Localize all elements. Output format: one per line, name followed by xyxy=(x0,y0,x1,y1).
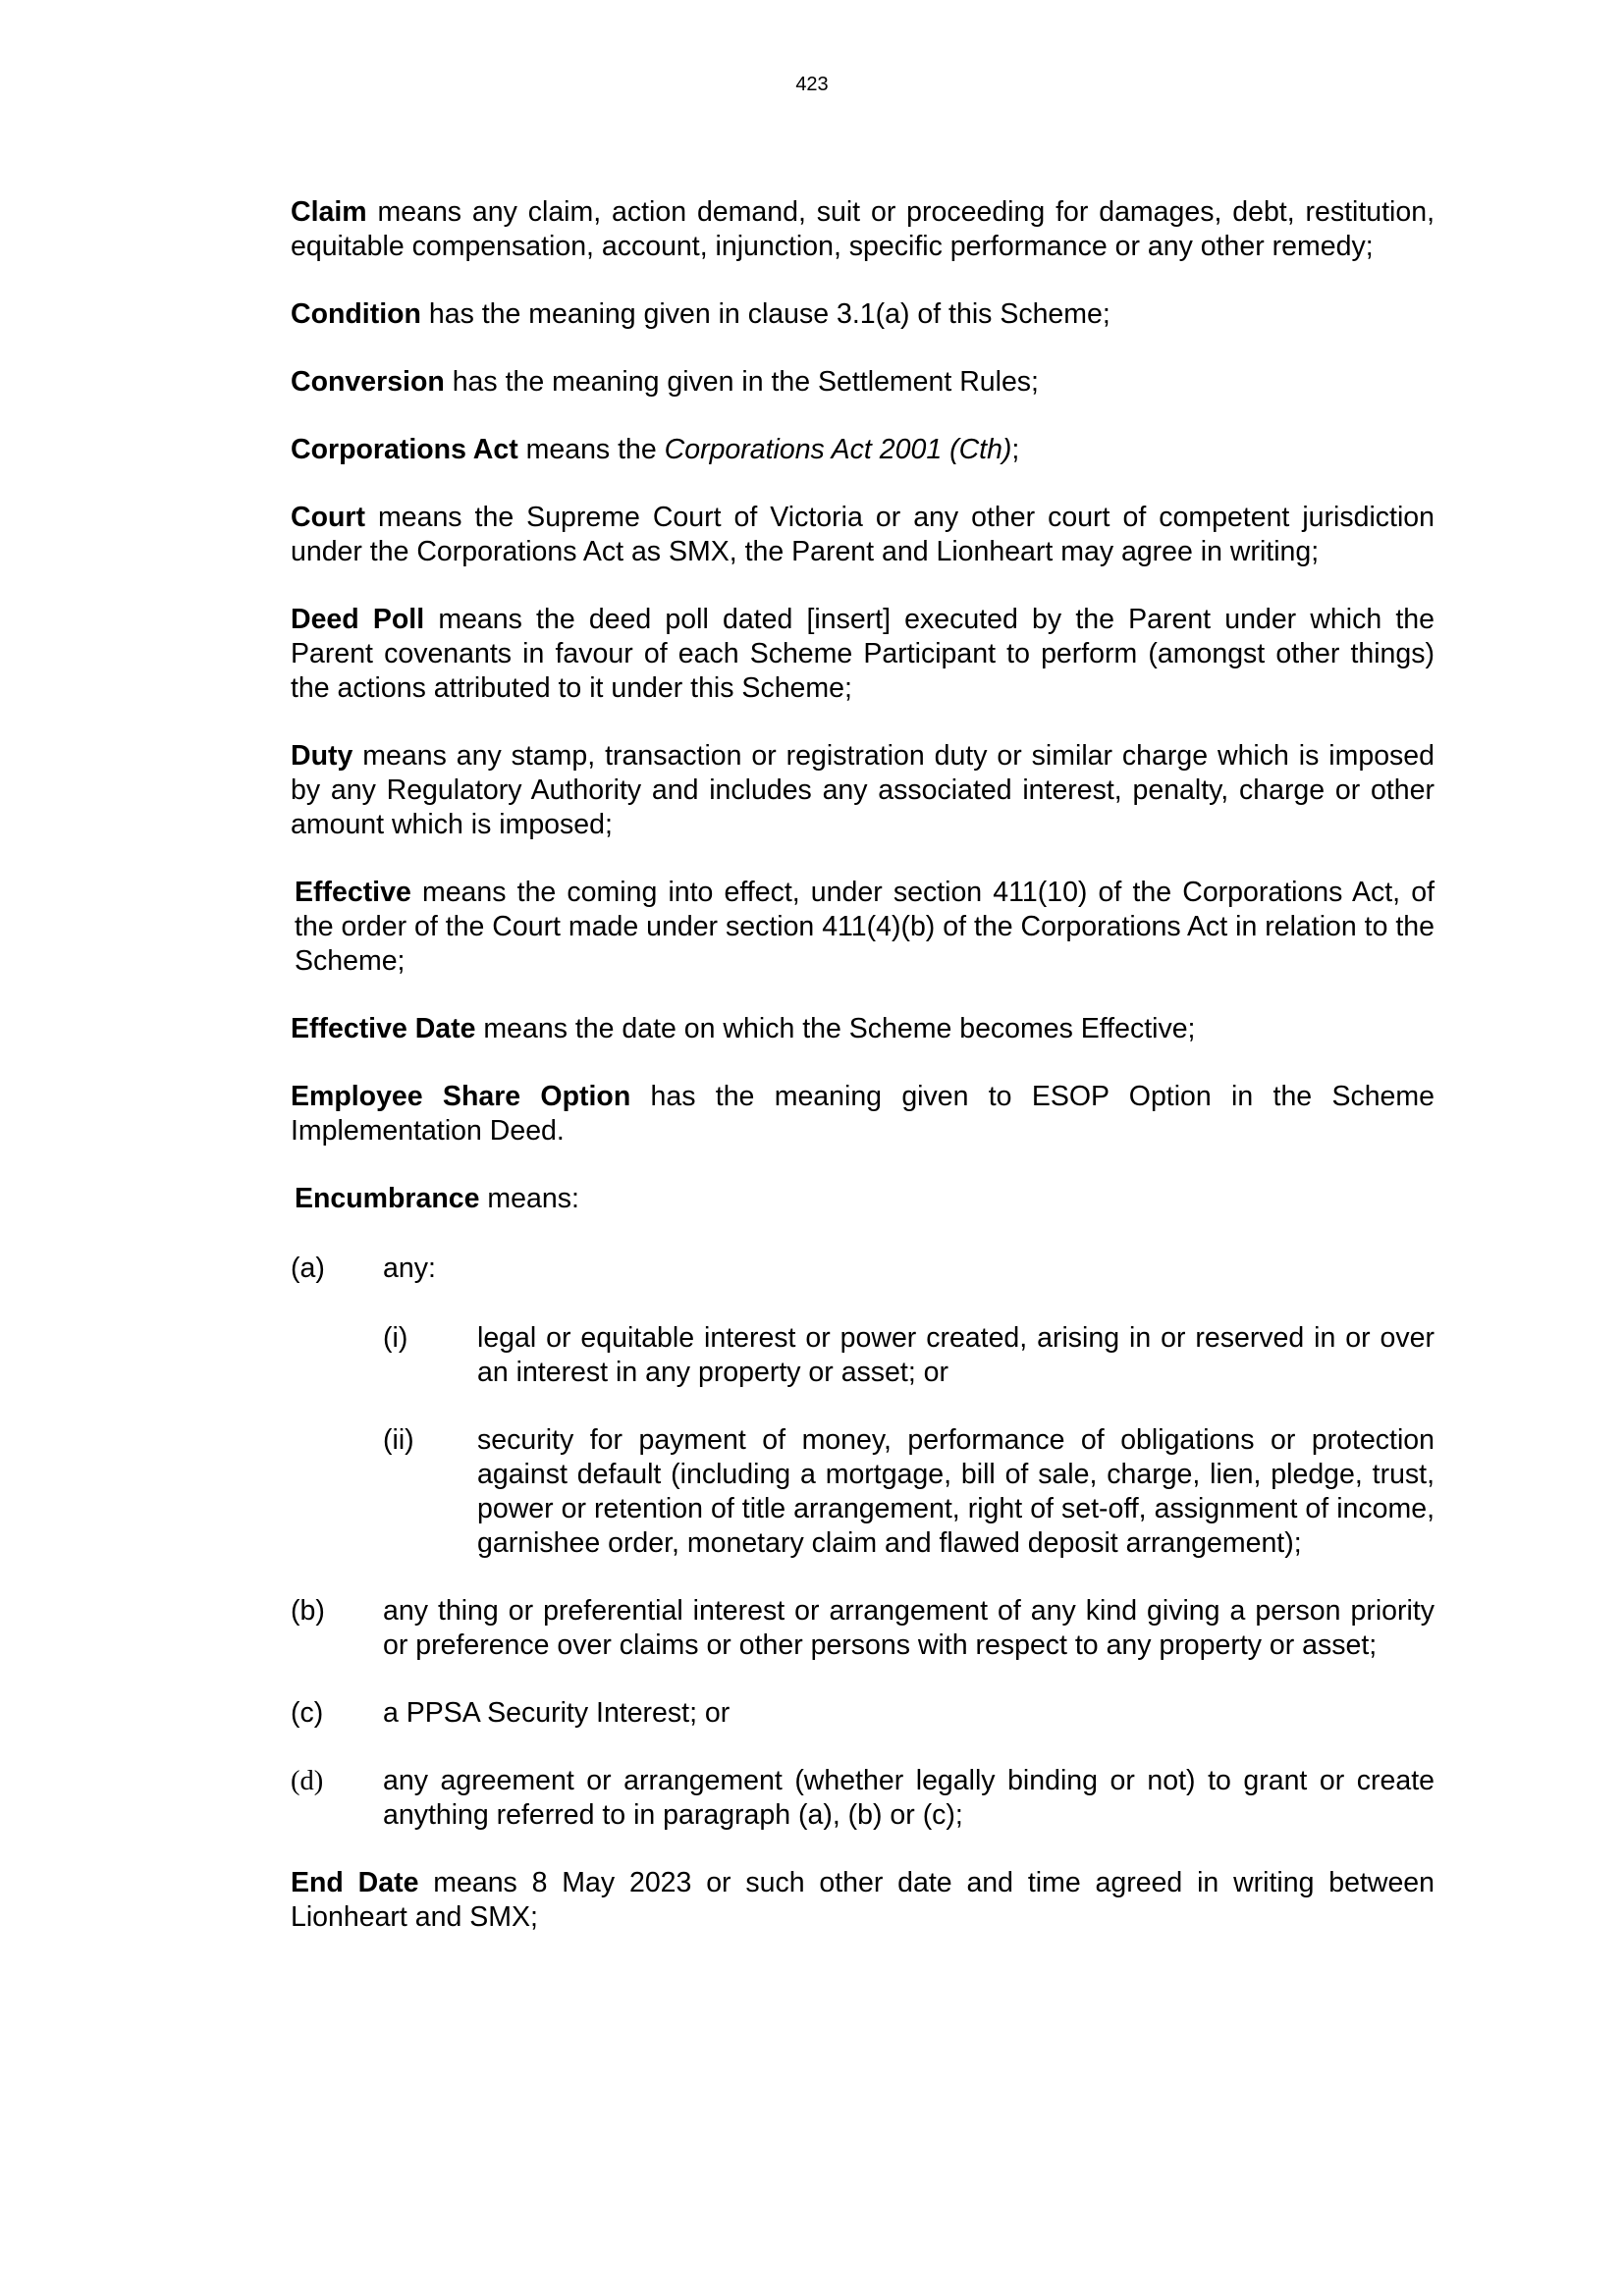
list-item xyxy=(291,1764,1435,1833)
definition-text: means the deed poll dated [insert] executed by the Parent under which the Parent covenants in favour of each Scheme Participant to perform (amongst other things) the actions attributed to it under this Scheme; xyxy=(291,604,1435,704)
definition-text: means: xyxy=(487,1183,579,1214)
list-label: (c) xyxy=(291,1697,324,1729)
defined-term: Court xyxy=(291,502,365,533)
definition-encumbrance xyxy=(291,1182,1435,1216)
defined-term: End Date xyxy=(291,1867,419,1898)
list-label: (d) xyxy=(291,1766,324,1796)
defined-term: Claim xyxy=(291,196,367,228)
definition-text: means the xyxy=(525,434,657,465)
definition-employee-share-option xyxy=(291,1080,1435,1148)
list-text: any thing or preferential interest or arrangement of any kind giving a person priority or preference over claims or other persons with respect to any property or asset; xyxy=(383,1595,1435,1661)
list-label: (ii) xyxy=(383,1424,414,1456)
definition-text: means the date on which the Scheme becomes Effective; xyxy=(483,1013,1196,1044)
definition-effective-date xyxy=(291,1012,1435,1046)
list-text: legal or equitable interest or power created, arising in or reserved in or over an interest in any property or asset; or xyxy=(477,1322,1435,1388)
definitions-section xyxy=(291,195,1435,1968)
list-label: (b) xyxy=(291,1595,325,1627)
defined-term: Deed Poll xyxy=(291,604,425,635)
definition-conversion xyxy=(291,365,1435,400)
list-item xyxy=(291,1423,1435,1561)
definition-text-end: ; xyxy=(1011,434,1020,465)
list-label: (i) xyxy=(383,1322,408,1354)
defined-term: Condition xyxy=(291,298,421,330)
definition-court xyxy=(291,501,1435,569)
definition-deed-poll xyxy=(291,603,1435,706)
definition-text: means any claim, action demand, suit or proceeding for damages, debt, restitution, equitable compensation, account, injunction, specific performance or any other remedy; xyxy=(291,196,1435,262)
definition-condition xyxy=(291,297,1435,332)
list-item xyxy=(291,1321,1435,1390)
list-text: a PPSA Security Interest; or xyxy=(383,1697,731,1729)
list-text: any: xyxy=(383,1253,436,1284)
defined-term: Effective xyxy=(295,877,411,908)
defined-term: Corporations Act xyxy=(291,434,518,465)
list-label: (a) xyxy=(291,1253,325,1284)
definition-text: means 8 May 2023 or such other date and time agreed in writing between Lionheart and SMX; xyxy=(291,1867,1435,1933)
definition-corporations-act xyxy=(291,433,1435,467)
list-item xyxy=(291,1252,1435,1286)
definition-end-date xyxy=(291,1866,1435,1935)
list-item xyxy=(291,1594,1435,1663)
definition-text: has the meaning given to ESOP Option in the Scheme Implementation Deed. xyxy=(291,1081,1435,1147)
definition-effective xyxy=(291,876,1435,979)
definition-text: means the Supreme Court of Victoria or any other court of competent jurisdiction under the Corporations Act as SMX, the Parent and Lionheart may agree in writing; xyxy=(291,502,1435,567)
defined-term: Employee Share Option xyxy=(291,1081,631,1112)
list-item xyxy=(291,1696,1435,1731)
definition-text: has the meaning given in the Settlement Rules; xyxy=(452,366,1039,398)
list-text: security for payment of money, performance of obligations or protection against default (including a mortgage, bill of sale, charge, lien, pledge, trust, power or retention of title arrangement, right of set-off, assignment of income, garnishee order, monetary claim and flawed deposit arrangement); xyxy=(477,1424,1435,1559)
definition-text: means any stamp, transaction or registration duty or similar charge which is imposed by any Regulatory Authority and includes any associated interest, penalty, charge or other amount which is imposed; xyxy=(291,740,1435,840)
list-text: any agreement or arrangement (whether legally binding or not) to grant or create anything referred to in paragraph (a), (b) or (c); xyxy=(383,1765,1435,1831)
defined-term: Effective Date xyxy=(291,1013,476,1044)
page-number: 423 xyxy=(795,74,829,95)
statute-title: Corporations Act 2001 (Cth) xyxy=(664,434,1012,465)
definition-text: means the coming into effect, under section 411(10) of the Corporations Act, of the order of the Court made under section 411(4)(b) of the Corporations Act in relation to the Scheme; xyxy=(295,877,1435,977)
definition-text: has the meaning given in clause 3.1(a) of this Scheme; xyxy=(428,298,1110,330)
definition-duty xyxy=(291,739,1435,842)
defined-term: Duty xyxy=(291,740,353,772)
defined-term: Encumbrance xyxy=(295,1183,480,1214)
definition-claim xyxy=(291,195,1435,264)
defined-term: Conversion xyxy=(291,366,445,398)
